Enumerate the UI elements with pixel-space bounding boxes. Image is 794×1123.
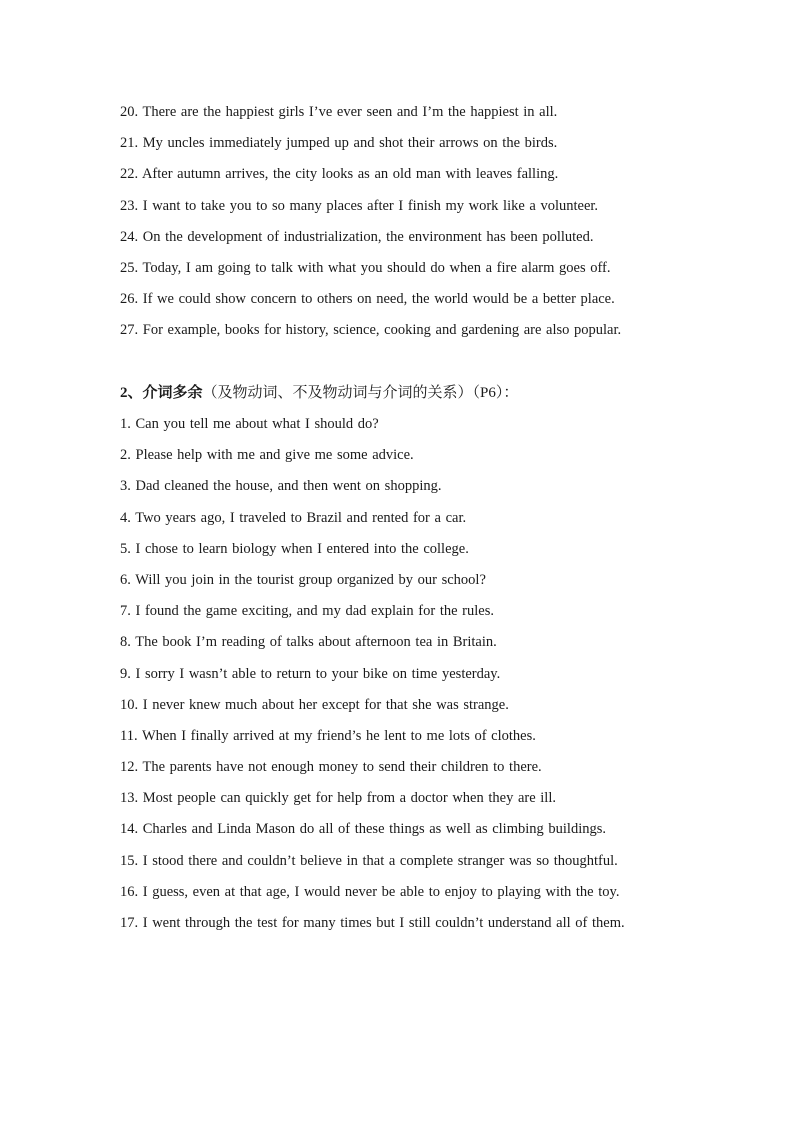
exercise-14: 14. Charles and Linda Mason do all of these things as well as climbing buildings. (120, 821, 606, 838)
exercise-7: 7. I found the game exciting, and my dad explain for the rules. (120, 603, 494, 620)
sentence-22: 22. After autumn arrives, the city looks as an old man with leaves falling. (120, 166, 559, 183)
sentence-26: 26. If we could show concern to others on need, the world would be a better place. (120, 291, 615, 308)
exercise-12: 12. The parents have not enough money to send their children to there. (120, 759, 542, 776)
exercise-16: 16. I guess, even at that age, I would never be able to enjoy to playing with the toy. (120, 883, 620, 900)
sentence-23: 23. I want to take you to so many places after I finish my work like a volunteer. (120, 197, 599, 214)
exercise-6: 6. Will you join in the tourist group organized by our school? (120, 571, 486, 588)
sentence-25: 25. Today, I am going to talk with what you should do when a fire alarm goes off. (120, 259, 611, 276)
section-heading-subtitle: （及物动词、不及物动词与介词的关系）（P6）： (202, 385, 519, 401)
section-heading-title: 2、介词多余 (120, 385, 203, 401)
exercise-3: 3. Dad cleaned the house, and then went on shopping. (120, 478, 442, 495)
exercise-2: 2. Please help with me and give me some advice. (120, 447, 414, 464)
sentence-21: 21. My uncles immediately jumped up and shot their arrows on the birds. (120, 135, 558, 152)
exercise-17: 17. I went through the test for many times but I still couldn’t understand all of them. (120, 915, 625, 931)
exercise-11: 11. When I finally arrived at my friend’s he lent to me lots of clothes. (120, 727, 536, 744)
exercise-9: 9. I sorry I wasn’t able to return to your bike on time yesterday. (120, 665, 501, 682)
sentence-20: 20. There are the happiest girls I’ve ever seen and I’m the happiest in all. (120, 104, 558, 120)
exercise-8: 8. The book I’m reading of talks about afternoon tea in Britain. (120, 634, 497, 651)
exercise-15: 15. I stood there and couldn’t believe in that a complete stranger was so thoughtful. (120, 852, 618, 869)
exercise-5: 5. I chose to learn biology when I entered into the college. (120, 540, 469, 557)
exercise-13: 13. Most people can quickly get for help from a doctor when they are ill. (120, 790, 556, 807)
exercise-4: 4. Two years ago, I traveled to Brazil and rented for a car. (120, 509, 467, 526)
section-heading (120, 382, 760, 412)
section-preposition-redundant (120, 382, 760, 943)
sentence-list-continued (120, 101, 760, 351)
exercise-10: 10. I never knew much about her except for that she was strange. (120, 696, 509, 713)
exercise-1: 1. Can you tell me about what I should do? (120, 416, 379, 432)
sentence-27: 27. For example, books for history, science, cooking and gardening are also popular. (120, 322, 622, 339)
sentence-24: 24. On the development of industrialization, the environment has been polluted. (120, 228, 594, 245)
